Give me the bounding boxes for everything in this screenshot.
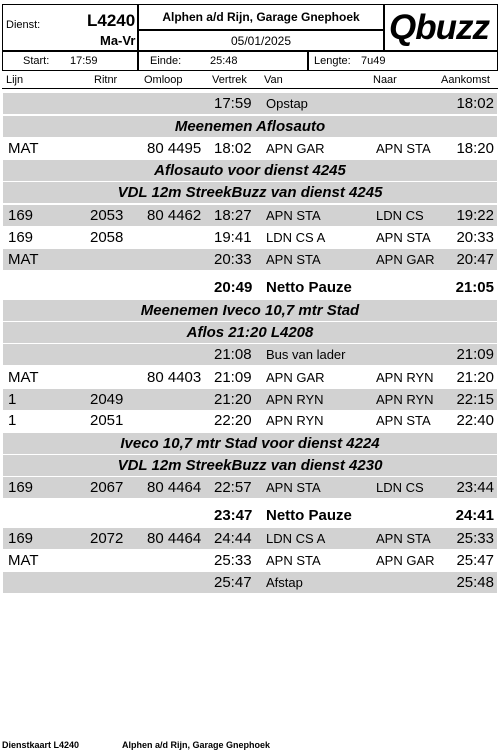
trip-row xyxy=(3,205,497,226)
cell-van: APN GAR xyxy=(266,370,325,385)
location-title: Alphen a/d Rijn, Garage Gnephoek xyxy=(162,10,360,24)
trip-row xyxy=(3,138,497,159)
cell-van: Netto Pauze xyxy=(266,279,352,296)
cell-lijn: 1 xyxy=(8,412,17,429)
cell-naar: APN GAR xyxy=(376,252,435,267)
location-box xyxy=(138,4,384,30)
cell-van: LDN CS A xyxy=(266,230,326,245)
section-title-row xyxy=(3,182,497,203)
cell-aankomst: 22:15 xyxy=(456,391,494,408)
section-title: Meenemen Iveco 10,7 mtr Stad xyxy=(140,302,360,319)
column-header-rule xyxy=(2,88,498,89)
trip-row xyxy=(3,477,497,498)
trip-row xyxy=(3,367,497,388)
trip-row xyxy=(3,227,497,248)
cell-van: Afstap xyxy=(266,575,303,590)
cell-ritnr: 2058 xyxy=(90,229,124,246)
cell-aankomst: 21:09 xyxy=(456,346,494,363)
cell-van: APN STA xyxy=(266,480,321,495)
col-omloop: Omloop xyxy=(144,74,183,86)
cell-naar: APN STA xyxy=(376,230,431,245)
lengte-box xyxy=(308,51,498,71)
section-title-row xyxy=(3,322,497,343)
cell-vertrek: 21:09 xyxy=(214,369,252,386)
cell-aankomst: 20:33 xyxy=(456,229,494,246)
cell-lijn: 169 xyxy=(8,207,34,224)
cell-vertrek: 23:47 xyxy=(214,507,253,524)
cell-vertrek: 24:44 xyxy=(214,530,252,547)
cell-omloop: 80 4464 xyxy=(147,530,202,547)
cell-naar: APN STA xyxy=(376,141,431,156)
cell-aankomst: 18:02 xyxy=(456,95,494,112)
section-title-row xyxy=(3,116,497,137)
cell-vertrek: 22:20 xyxy=(214,412,252,429)
trip-row xyxy=(3,93,497,114)
cell-van: Bus van lader xyxy=(266,347,346,362)
lengte-label: Lengte: xyxy=(314,55,351,67)
cell-van: APN RYN xyxy=(266,392,324,407)
dienst-label: Dienst: xyxy=(6,19,41,31)
cell-vertrek: 21:08 xyxy=(214,346,252,363)
cell-ritnr: 2067 xyxy=(90,479,124,496)
cell-vertrek: 18:27 xyxy=(214,207,252,224)
col-ritnr: Ritnr xyxy=(94,74,118,86)
cell-omloop: 80 4464 xyxy=(147,479,202,496)
trip-row xyxy=(3,249,497,270)
section-title: Aflos 21:20 L4208 xyxy=(186,324,314,341)
cell-ritnr: 2053 xyxy=(90,207,124,224)
cell-aankomst: 25:48 xyxy=(456,574,494,591)
einde-value: 25:48 xyxy=(210,55,238,67)
qbuzz-logo: Qbuzz xyxy=(389,8,489,47)
cell-aankomst: 25:33 xyxy=(456,530,494,547)
cell-lijn: 1 xyxy=(8,391,17,408)
cell-lijn: MAT xyxy=(8,251,39,268)
col-naar: Naar xyxy=(373,74,397,86)
trip-row xyxy=(3,528,497,549)
start-box xyxy=(2,51,138,71)
trip-row xyxy=(3,344,497,365)
cell-vertrek: 25:47 xyxy=(214,574,252,591)
cell-aankomst: 24:41 xyxy=(455,507,494,524)
pause-row xyxy=(3,505,497,526)
cell-van: APN STA xyxy=(266,208,321,223)
cell-vertrek: 18:02 xyxy=(214,140,252,157)
cell-vertrek: 20:33 xyxy=(214,251,252,268)
cell-ritnr: 2072 xyxy=(90,530,124,547)
cell-omloop: 80 4495 xyxy=(147,140,202,157)
logo-box xyxy=(384,4,498,51)
col-van: Van xyxy=(264,74,283,86)
footer-location: Alphen a/d Rijn, Garage Gnephoek xyxy=(122,740,271,750)
cell-vertrek: 17:59 xyxy=(214,95,252,112)
date-box xyxy=(138,30,384,51)
cell-aankomst: 18:20 xyxy=(456,140,494,157)
section-title: Meenemen Aflosauto xyxy=(174,118,326,135)
footer-dienstkaart: Dienstkaart L4240 xyxy=(2,740,80,750)
cell-omloop: 80 4462 xyxy=(147,207,202,224)
pause-row xyxy=(3,277,497,298)
dienst-box xyxy=(2,4,138,51)
cell-ritnr: 2051 xyxy=(90,412,124,429)
section-title: VDL 12m StreekBuzz van dienst 4230 xyxy=(117,457,383,474)
trip-row xyxy=(3,572,497,593)
col-aankomst: Aankomst xyxy=(441,74,490,86)
cell-naar: APN STA xyxy=(376,413,431,428)
cell-omloop: 80 4403 xyxy=(147,369,202,386)
cell-aankomst: 23:44 xyxy=(456,479,494,496)
cell-van: APN STA xyxy=(266,553,321,568)
section-title: VDL 12m StreekBuzz van dienst 4245 xyxy=(117,184,383,201)
einde-box xyxy=(138,51,308,71)
cell-van: Opstap xyxy=(266,96,308,111)
trip-row xyxy=(3,550,497,571)
cell-aankomst: 22:40 xyxy=(456,412,494,429)
cell-van: Netto Pauze xyxy=(266,507,352,524)
col-vertrek: Vertrek xyxy=(212,74,247,86)
section-title-row xyxy=(3,160,497,181)
cell-lijn: 169 xyxy=(8,530,34,547)
col-lijn: Lijn xyxy=(6,74,24,86)
cell-aankomst: 21:20 xyxy=(456,369,494,386)
cell-aankomst: 19:22 xyxy=(456,207,494,224)
cell-naar: APN GAR xyxy=(376,553,435,568)
cell-vertrek: 25:33 xyxy=(214,552,252,569)
section-title-row xyxy=(3,455,497,476)
trip-row xyxy=(3,389,497,410)
cell-lijn: MAT xyxy=(8,552,39,569)
cell-aankomst: 20:47 xyxy=(456,251,494,268)
cell-aankomst: 21:05 xyxy=(455,279,494,296)
cell-van: APN RYN xyxy=(266,413,324,428)
dienst-code: L4240 xyxy=(87,11,136,30)
cell-lijn: MAT xyxy=(8,140,39,157)
cell-vertrek: 19:41 xyxy=(214,229,252,246)
cell-van: LDN CS A xyxy=(266,531,326,546)
cell-vertrek: 21:20 xyxy=(214,391,252,408)
section-title-row xyxy=(3,300,497,321)
cell-naar: APN RYN xyxy=(376,370,434,385)
trip-row xyxy=(3,410,497,431)
date-value: 05/01/2025 xyxy=(230,34,292,48)
cell-naar: LDN CS xyxy=(376,480,424,495)
start-value: 17:59 xyxy=(70,55,98,67)
cell-vertrek: 22:57 xyxy=(214,479,252,496)
section-title: Iveco 10,7 mtr Stad voor dienst 4224 xyxy=(120,435,380,452)
lengte-value: 7u49 xyxy=(361,55,386,67)
cell-ritnr: 2049 xyxy=(90,391,124,408)
cell-vertrek: 20:49 xyxy=(214,279,253,296)
cell-lijn: 169 xyxy=(8,229,34,246)
cell-naar: APN RYN xyxy=(376,392,434,407)
cell-van: APN STA xyxy=(266,252,321,267)
cell-naar: APN STA xyxy=(376,531,431,546)
cell-aankomst: 25:47 xyxy=(456,552,494,569)
dienst-days: Ma-Vr xyxy=(100,33,136,48)
cell-van: APN GAR xyxy=(266,141,325,156)
cell-lijn: 169 xyxy=(8,479,34,496)
cell-lijn: MAT xyxy=(8,369,39,386)
einde-label: Einde: xyxy=(150,55,182,67)
cell-naar: LDN CS xyxy=(376,208,424,223)
section-title-row xyxy=(3,433,497,454)
section-title: Aflosauto voor dienst 4245 xyxy=(154,162,346,179)
start-label: Start: xyxy=(23,55,50,67)
